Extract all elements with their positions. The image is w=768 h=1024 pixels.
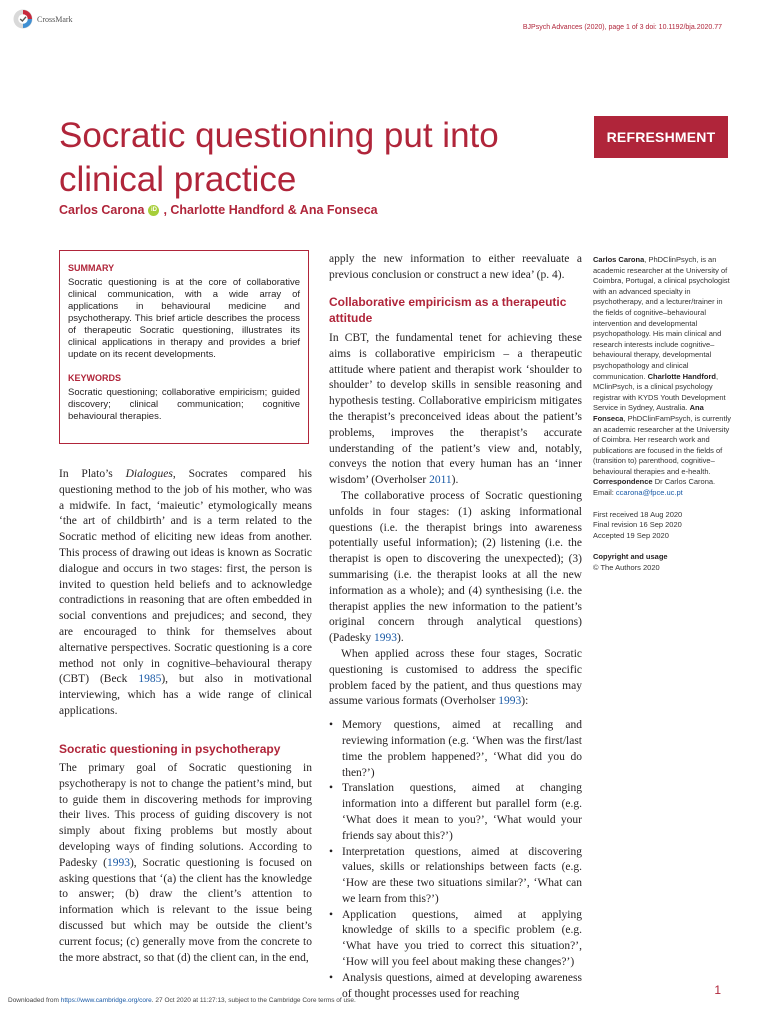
- section2-paragraph-block: [329, 331, 582, 1002]
- email-line: [593, 488, 731, 499]
- email-label: Email:: [593, 488, 616, 498]
- crossmark-label: CrossMark: [37, 14, 73, 24]
- crossmark-icon: [13, 9, 33, 29]
- section-heading: Socratic questioning in psychotherapy: [59, 742, 281, 756]
- article-type-badge: REFRESHMENT: [594, 116, 728, 158]
- text-run: In Plato’s: [59, 468, 126, 480]
- text-run: ).: [451, 474, 459, 487]
- footer-text: Downloaded from: [8, 997, 61, 1004]
- keywords-heading: KEYWORDS: [68, 373, 122, 383]
- summary-text: Socratic questioning is at the core of collaborative clinical communication, with a wide array of applications in behavioural medicine and psychotherapy. This brief article describes the process of therapeutic Socratic questioning, illustrates its clinical applications in therapy and provides a brief update on its recent developments.: [68, 277, 300, 360]
- author-bio-text: , MClinPsych, is a clinical psychology registrar with KYDS Youth Development Service in Sydney, Australia.: [593, 371, 726, 413]
- article-title: Socratic questioning put into clinical practice: [59, 116, 499, 199]
- text-run: When applied across these four stages, Socratic questioning is customised to address the specific problem faced by the patient, and thus questions may assume various formats (Overholser: [329, 647, 582, 708]
- correspondence: [593, 477, 731, 488]
- citation-link[interactable]: 1993: [498, 695, 522, 708]
- correspondence-label: Correspondence: [593, 477, 653, 487]
- author-bio: [593, 255, 731, 477]
- author-bio-name: Charlotte Handford: [647, 371, 716, 381]
- text-run: ).: [397, 632, 404, 645]
- list-item: • Analysis questions, aimed at developing awareness of thought processes used for reaching: [329, 971, 582, 1003]
- citation-link[interactable]: 1993: [374, 632, 398, 645]
- author-bio-name: Carlos Carona: [593, 255, 645, 264]
- author-name: Carlos Carona: [59, 203, 145, 217]
- body-paragraph: [329, 331, 582, 489]
- email-link[interactable]: ccarona@fpce.uc.pt: [615, 488, 683, 498]
- list-item: • Interpretation questions, aimed at discovering values, skills or relationships between facts (e.g. ‘How are these two situations similar?’, ‘What can we learn from this?’): [329, 845, 582, 908]
- citation-link[interactable]: 1993: [106, 856, 130, 869]
- download-footer: [8, 997, 356, 1004]
- text-run: The collaborative process of Socratic questioning unfolds in four stages: (1) asking informational questions (i.e. the therapist brings into awareness potentially useful information); (2) listening (i.e. the therapist is open to discovering the unexpected); (3) summarising (i.e. the therapist looks at all the new information as a whole); and (4) synthesising (i.e. the therapist applies the new information to the patient’s original concern through analytical questions) (Padesky: [329, 489, 582, 645]
- journal-reference: BJPsych Advances (2020), page 1 of 3 doi: 10.1192/bja.2020.77: [522, 24, 722, 31]
- text-run: In CBT, the fundamental tenet for achieving these aims is collaborative empiricism – a therapeutic attitude where patient and therapist work ‘shoulder to shoulder’ to develop skills in sensible reasoning and hypothesis testing. Collaborative empiricism mitigates the therapist’s preconceived ideas about the patient’s problems, improves the therapist’s accurate understanding of the patient’s view and, notably, conveys the notion that every human has an ‘inner wisdom’ (Overholser: [329, 332, 582, 487]
- body-paragraph: apply the new information to either reevaluate a previous conclusion or construct a new idea’ (p. 4).: [329, 253, 582, 281]
- continued-paragraph-block: [329, 252, 582, 284]
- revised-date: Final revision 16 Sep 2020: [593, 520, 682, 530]
- footer-text: . 27 Oct 2020 at 11:27:13, subject to the Cambridge Core terms of use.: [151, 997, 356, 1004]
- text-run: The primary goal of Socratic questioning in psychotherapy is not to change the patient’s mind, but to guide them in discovering methods for improving their lives. This process of guiding discovery is not simply about fixing problems but mostly about developing ways of finding solutions. According to Padesky (: [59, 762, 312, 869]
- author-list: [59, 203, 378, 217]
- citation-link[interactable]: 1985: [138, 673, 162, 686]
- list-item: • Application questions, aimed at applying knowledge of skills to a specific problem (e.g. ‘What have you tried to correct this situation?’, ‘How will you feel about making these changes?’): [329, 908, 582, 971]
- keywords-text: Socratic questioning; collaborative empiricism; guided discovery; clinical communication; cognitive behavioural therapies.: [68, 387, 300, 422]
- body-paragraph: [329, 647, 582, 710]
- author-bio-name: Ana Fonseca: [593, 403, 704, 423]
- copyright-label: [593, 552, 731, 563]
- text-run: ), Socratic questioning is focused on asking questions that ‘(a) the client has the knowledge to answer; (b) draw the client’s attention to information which is relevant to the issue being discussed but which may be outside the client’s current focus; (c) generally move from the concrete to the more abstract, so that (d) the client can, in the end,: [59, 856, 312, 964]
- list-item: • Memory questions, aimed at recalling and reviewing information (e.g. ‘When was the first/last time the problem happened?’, ‘What did you do then?’): [329, 718, 582, 781]
- author-bio-text: , PhDClinFamPsych, is currently an academic researcher at the University of Coimbra. Her research work and publications are focused in the fields of (transition to) parenthood, cognitive–behavioural therapies and e-health.: [593, 413, 731, 476]
- correspondence-text: Dr Carlos Carona.: [652, 477, 716, 487]
- body-paragraph: [59, 761, 312, 966]
- crossmark-logo[interactable]: [13, 8, 95, 30]
- author-names: , Charlotte Handford & Ana Fonseca: [163, 203, 378, 217]
- footer-link[interactable]: https://www.cambridge.org/core: [60, 997, 152, 1004]
- citation-link[interactable]: 2011: [429, 474, 452, 487]
- copyright-heading: Copyright and usage: [593, 552, 668, 562]
- summary-box: [59, 250, 309, 444]
- text-italic: Dialogues: [125, 468, 173, 480]
- question-types-list: [329, 718, 582, 1002]
- intro-paragraph: [59, 467, 312, 720]
- orcid-icon[interactable]: iD: [148, 205, 159, 216]
- body-paragraph: [329, 489, 582, 647]
- author-bio-text: , PhDClinPsych, is an academic researcher at the University of Coimbra, Portugal, a clinical psychologist with an advanced specialty in psychotherapy, and a lecturer/trainer in the fields of cognitive–behavioural intervention and developmental psychopathology. His main clinical and research interests include cognitive–behavioural therapy, developmental psychopathology and clinical communication.: [593, 255, 730, 381]
- page-number: 1: [714, 983, 721, 997]
- summary-heading: SUMMARY: [68, 263, 115, 273]
- accepted-date: Accepted 19 Sep 2020: [593, 530, 669, 540]
- copyright-text: © The Authors 2020: [593, 563, 660, 573]
- received-date: First received 18 Aug 2020: [593, 509, 683, 519]
- list-item: • Translation questions, aimed at changing information into a different but parallel form (e.g. ‘What does it mean to you?’, ‘What would your friends say about this?’): [329, 781, 582, 844]
- text-run: , Socrates compared his questioning method to the job of his mother, who was a midwife. In fact, ‘maieutic’ etymologically means ‘the art of childbirth’ and is a term related to the Socratic method of eliciting new ideas from another. This process of drawing out ideas is known as Socratic dialogue and occurs in two stages: first, the person is invited to question held beliefs and to acknowledge contradictions in reasoning that are often embedded in social conventions and prejudices; and second, they are encouraged to think for themselves about alternative perspectives. Socratic questioning is a core method not only in cognitive–behavioural therapy (CBT) (Beck: [59, 468, 313, 686]
- section-heading: Collaborative empiricism as a therapeutic attitude: [329, 295, 567, 325]
- text-run: ), but also in motivational interviewing, which has a wide range of clinical applications.: [59, 673, 313, 717]
- author-sidebar: [593, 255, 731, 574]
- section1-paragraph-block: [59, 761, 312, 966]
- intro-paragraph-block: [59, 467, 312, 720]
- text-run: ):: [521, 695, 529, 708]
